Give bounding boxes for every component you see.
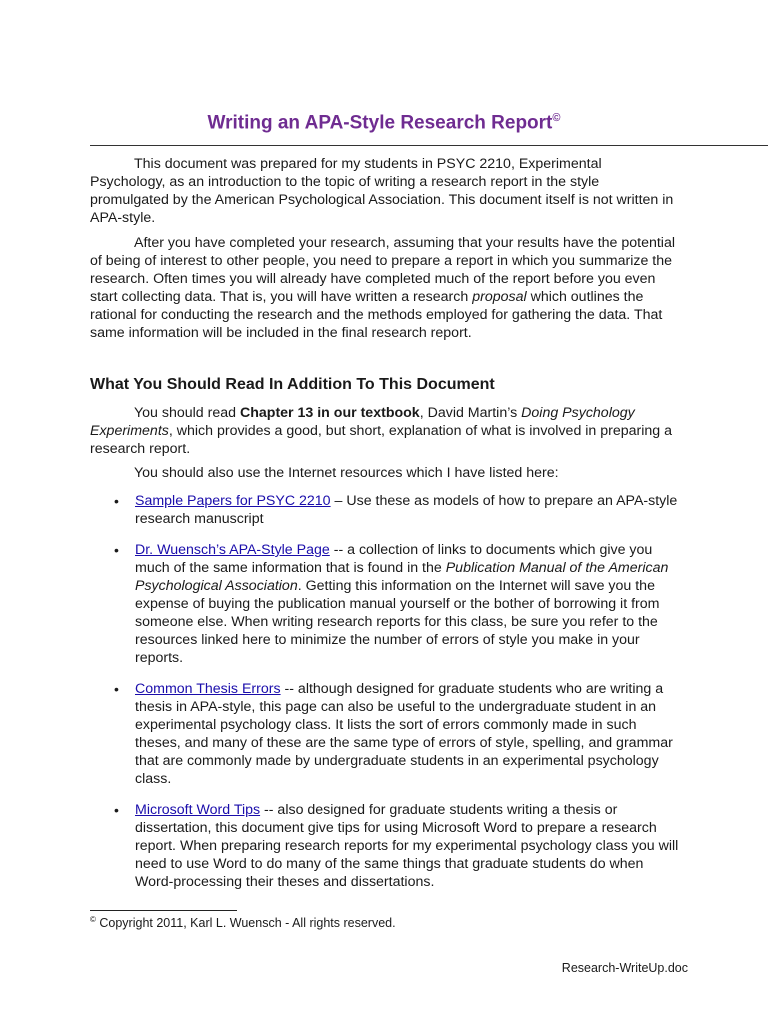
research-paragraph-part-b: which outlines the rational for conducting the research and the methods employed for gathering the data. That same information will be included in the final research report. xyxy=(90,289,663,341)
book-title: Doing Psychology Experiments xyxy=(90,405,635,439)
reading-paragraph xyxy=(90,404,680,458)
footnote-divider xyxy=(90,910,237,911)
document-title-text: Writing an APA-Style Research Report xyxy=(207,112,553,134)
research-paragraph-part-a: After you have completed your research, assuming that your results have the potential of being of interest to other people, you need to prepare a report in which you summarize the research. Often times you will already have completed much of the report before you even start collecting data. That is, you will have written a research xyxy=(90,235,675,305)
list-item xyxy=(90,680,680,788)
bullet-icon: • xyxy=(114,802,119,818)
list-item-text: -- also designed for graduate students writing a thesis or dissertation, this document give tips for using Microsoft Word to prepare a research report. When preparing research reports for my experimental psychology class you will need to use Word to do many of the same things that graduate students do when Word-processing their theses and dissertations. xyxy=(135,802,679,890)
common-thesis-errors-link[interactable]: Common Thesis Errors xyxy=(135,681,281,697)
section-heading: What You Should Read In Addition To This Document xyxy=(90,376,495,393)
reading-part-c: , which provides a good, but short, explanation of what is involved in preparing a research report. xyxy=(90,423,673,457)
copyright-footnote xyxy=(90,915,396,930)
list-item-text: – Use these as models of how to prepare an APA-style research manuscript xyxy=(135,493,678,527)
list-item-text: -- although designed for graduate students who are writing a thesis in APA-style, this page can also be useful to the undergraduate student in an experimental psychology class. It lists the sort of errors commonly made in such theses, and many of these are the same type of errors of style, spelling, and grammar that are commonly made by undergraduate students in an experimental psychology class. xyxy=(135,681,673,787)
list-item xyxy=(90,801,680,891)
apa-style-page-link[interactable]: Dr. Wuensch’s APA-Style Page xyxy=(135,542,330,558)
resource-list xyxy=(90,492,680,904)
footnote-mark: © xyxy=(90,915,96,924)
resources-intro: You should also use the Internet resources which I have listed here: xyxy=(134,465,559,481)
microsoft-word-tips-link[interactable]: Microsoft Word Tips xyxy=(135,802,261,818)
reading-part-b: , David Martin’s xyxy=(419,405,522,421)
footnote-text: Copyright 2011, Karl L. Wuensch - All rights reserved. xyxy=(95,916,396,931)
publication-manual-title: Publication Manual of the American Psychological Association xyxy=(135,560,669,594)
list-item-text: . Getting this information on the Internet will save you the expense of buying the publication manual yourself or the bother of borrowing it from someone else. When writing research reports for this class, be sure you refer to the resources linked here to minimize the number of errors of style you make in your reports. xyxy=(135,578,660,666)
list-item-text: -- a collection of links to documents which give you much of the same information that is found in the xyxy=(135,542,653,576)
intro-paragraph: This document was prepared for my students in PSYC 2210, Experimental Psychology, as an introduction to the topic of writing a research report in the style promulgated by the American Psychological Association. This document itself is not written in APA-style. xyxy=(90,156,674,226)
reading-part-a: You should read xyxy=(134,405,240,421)
bullet-icon: • xyxy=(114,681,119,697)
document-title xyxy=(0,112,768,134)
proposal-emphasis: proposal xyxy=(472,289,527,305)
title-divider xyxy=(90,145,768,146)
footer-filename: Research-WriteUp.doc xyxy=(561,961,688,975)
bullet-icon: • xyxy=(114,493,119,509)
textbook-chapter: Chapter 13 in our textbook xyxy=(239,405,420,421)
list-item xyxy=(90,492,680,528)
list-item xyxy=(90,541,680,667)
title-copyright-mark: © xyxy=(552,112,561,124)
sample-papers-link[interactable]: Sample Papers for PSYC 2210 xyxy=(135,493,331,509)
bullet-icon: • xyxy=(114,542,119,558)
research-paragraph xyxy=(90,234,680,342)
